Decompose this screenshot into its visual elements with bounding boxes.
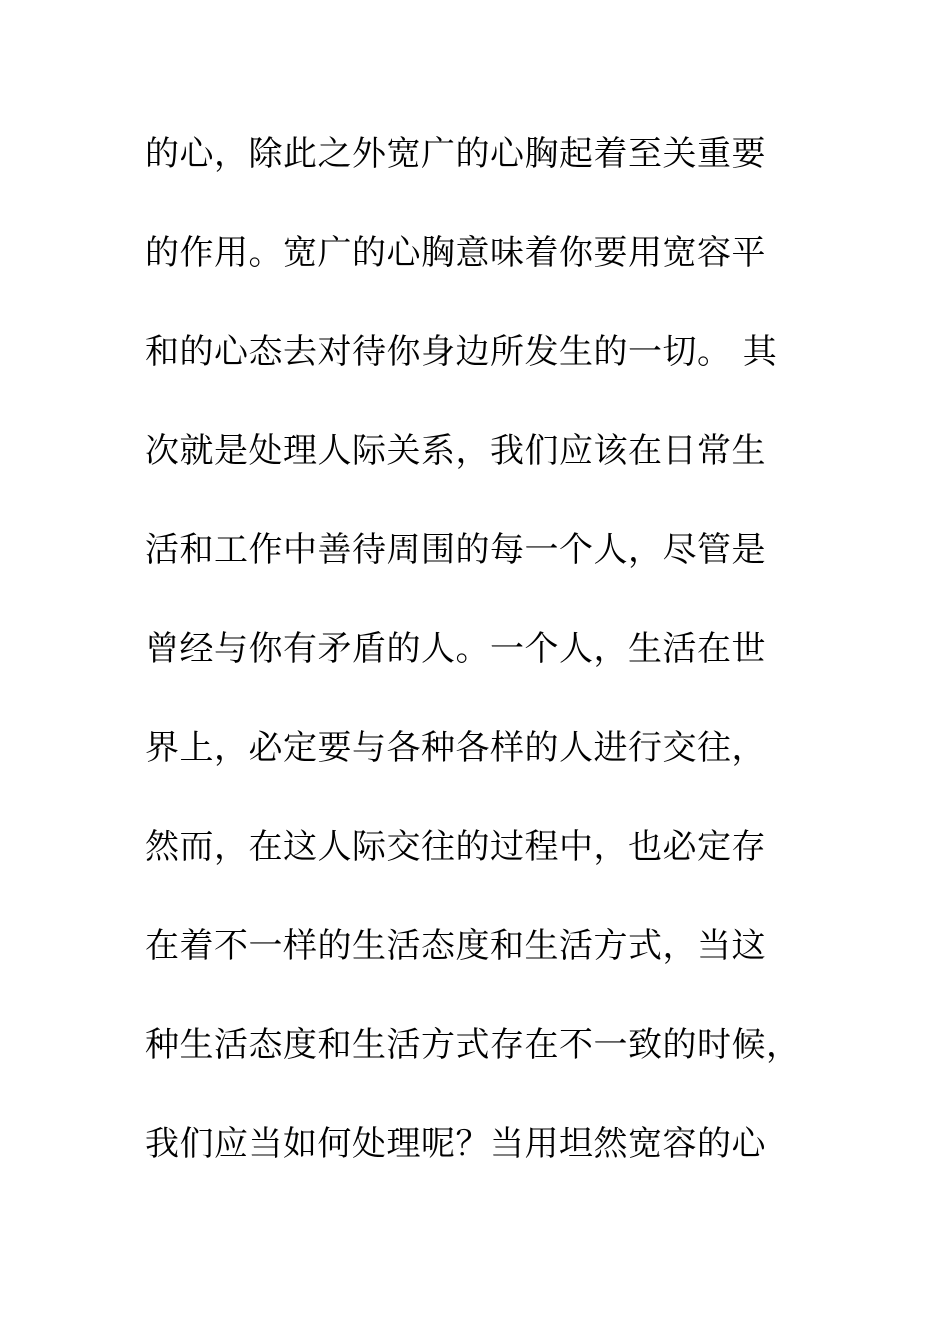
text-line-8: 然而，在这人际交往的过程中，也必定存	[145, 827, 766, 867]
text-line-3: 和的心态去对待你身边所发生的一切。 其	[145, 332, 778, 372]
text-line-9: 在着不一样的生活态度和生活方式，当这	[145, 926, 766, 966]
text-line-10: 种生活态度和生活方式存在不一致的时候，	[145, 1025, 801, 1065]
text-line-11: 我们应当如何处理呢？当用坦然宽容的心	[145, 1124, 766, 1164]
text-line-1: 的心，除此之外宽广的心胸起着至关重要	[145, 134, 766, 174]
text-line-4: 次就是处理人际关系，我们应该在日常生	[145, 431, 766, 471]
text-line-7: 界上，必定要与各种各样的人进行交往，	[145, 728, 766, 768]
text-line-5: 活和工作中善待周围的每一个人，尽管是	[145, 530, 766, 570]
body-text	[145, 126, 825, 1215]
text-line-2: 的作用。宽广的心胸意味着你要用宽容平	[145, 233, 766, 273]
text-line-6: 曾经与你有矛盾的人。一个人，生活在世	[145, 629, 766, 669]
